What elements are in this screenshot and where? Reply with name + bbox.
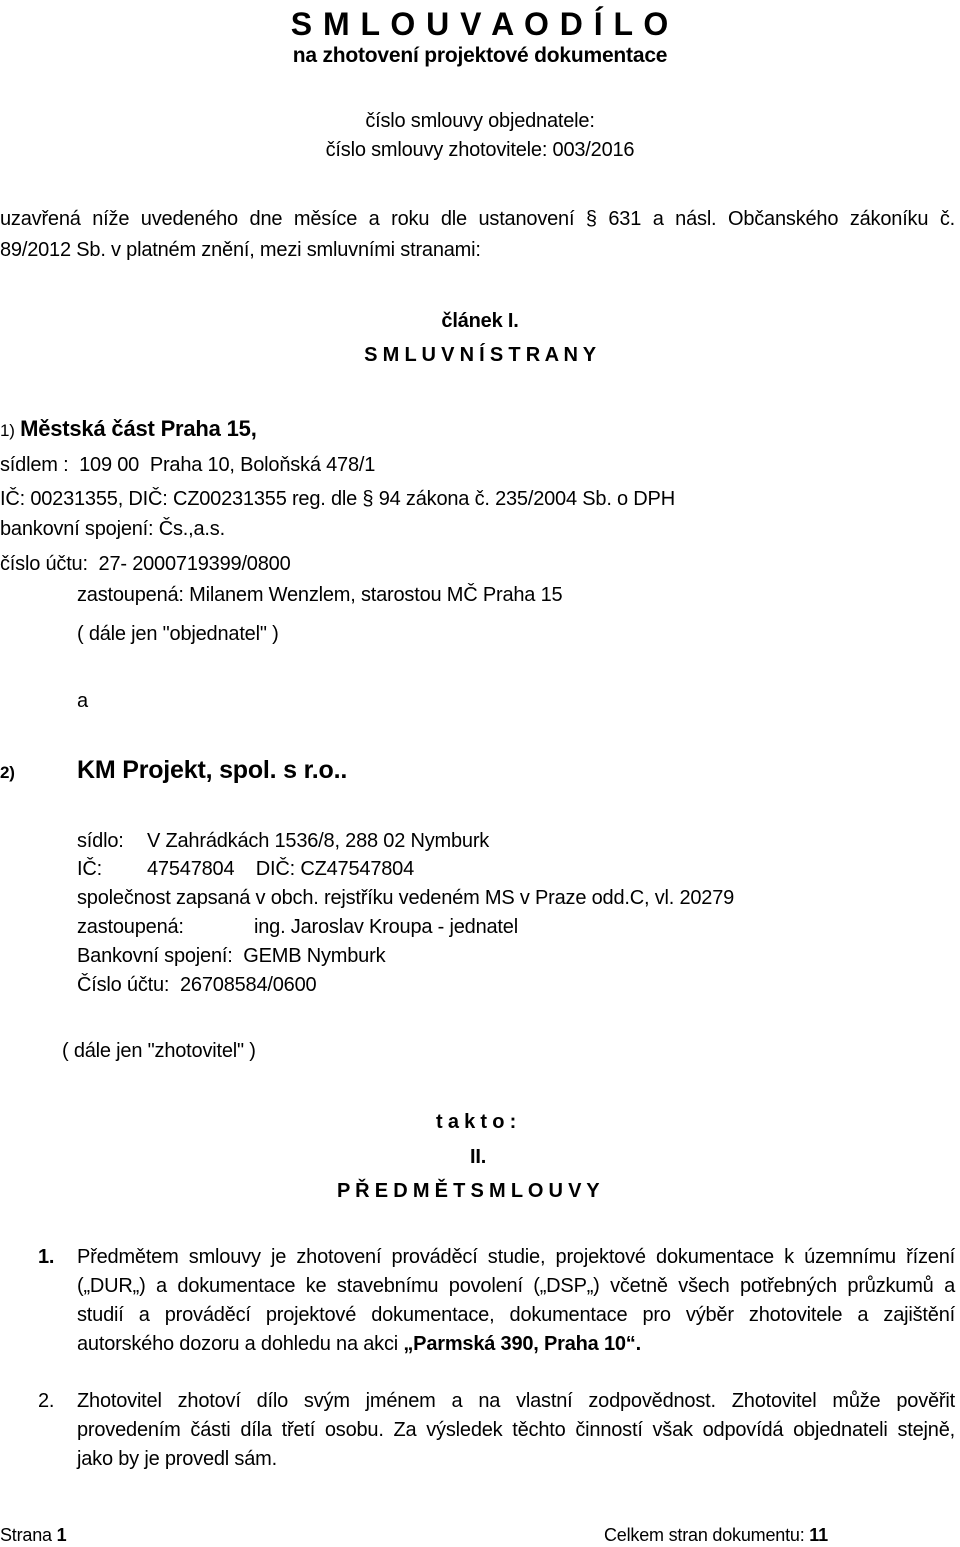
- contract-title: S M L O U V A O D Í L O: [290, 6, 670, 42]
- party-2-register: společnost zapsaná v obch. rejstříku vedeném MS v Praze odd.C, vl. 20279: [77, 887, 735, 909]
- item-1-line-1: Předmětem smlouvy je zhotovení prováděcí studie, projektové dokumentace k územnímu řízení: [77, 1246, 955, 1268]
- article-1-label: článek I.: [441, 310, 519, 332]
- party-1-number: 1): [0, 421, 15, 440]
- party-2-account: Číslo účtu: 26708584/0600: [77, 974, 317, 996]
- article-2-label: II.: [470, 1146, 487, 1168]
- party-1-ids: IČ: 00231355, DIČ: CZ00231355 reg. dle § 94 zákona č. 235/2004 Sb. o DPH: [0, 488, 675, 510]
- party-1-header: [0, 418, 257, 440]
- party-2-alias: ( dále jen "zhotovitel" ): [62, 1040, 256, 1062]
- party-2-bank: Bankovní spojení: GEMB Nymburk: [77, 945, 386, 967]
- party-1-bank: bankovní spojení: Čs.,a.s.: [0, 518, 225, 540]
- client-contract-number: číslo smlouvy objednatele:: [365, 110, 595, 132]
- item-2-line-1: Zhotovitel zhotoví dílo svým jménem a na vlastní zodpovědnost. Zhotovitel může pověřit: [77, 1390, 955, 1412]
- article-1-heading: S M L U V N Í S T R A N Y: [364, 344, 596, 366]
- party-1-alias: ( dále jen "objednatel" ): [77, 623, 279, 645]
- footer-page: [0, 1526, 66, 1544]
- party-2-rep-label: zastoupená:: [77, 916, 184, 938]
- takto: t a k t o :: [436, 1111, 517, 1133]
- intro-line-1: uzavřená níže uvedeného dne měsíce a roku dle ustanovení § 631 a násl. Občanského zákoníku č.: [0, 208, 955, 230]
- party-2-number: 2): [0, 763, 15, 782]
- party-2-seat-label: sídlo:: [77, 830, 124, 852]
- party-2-rep-value: ing. Jaroslav Kroupa - jednatel: [254, 916, 518, 938]
- party-2-seat: [77, 831, 489, 851]
- footer-total-number: 11: [809, 1525, 828, 1545]
- item-1-line-3: studií a prováděcí projektové dokumentace, dokumentace pro výběr zhotovitele a zajištění: [77, 1304, 955, 1326]
- footer-page-label: Strana: [0, 1525, 57, 1545]
- contract-subtitle: na zhotovení projektové dokumentace: [292, 44, 668, 67]
- party-2-name: KM Projekt, spol. s r.o..: [77, 756, 348, 784]
- party-1-seat: sídlem : 109 00 Praha 10, Boloňská 478/1: [0, 454, 376, 476]
- item-2-number: 2.: [38, 1390, 55, 1412]
- party-2-ico-label: IČ:: [77, 858, 102, 880]
- item-2-line-2: provedením části díla třetí osobu. Za výsledek těchto činností však odpovídá objednateli stejně,: [77, 1419, 955, 1441]
- party-1-name: Městská část Praha 15,: [20, 416, 257, 441]
- item-1-project-name: „Parmská 390, Praha 10“.: [403, 1333, 641, 1355]
- party-1-account: číslo účtu: 27- 2000719399/0800: [0, 553, 291, 575]
- contractor-contract-number: číslo smlouvy zhotovitele: 003/2016: [325, 139, 635, 161]
- conjunction: a: [77, 690, 88, 712]
- item-1-line-4: [77, 1334, 641, 1354]
- party-2-seat-value: V Zahrádkách 1536/8, 288 02 Nymburk: [147, 830, 490, 852]
- footer-page-number: 1: [56, 1525, 67, 1545]
- footer-total: [604, 1526, 828, 1544]
- party-2-ico: [77, 859, 414, 879]
- item-1-line-2: („DUR„) a dokumentace ke stavebnímu povolení („DSP„) včetně všech potřebných průzkumů a: [77, 1275, 955, 1297]
- item-1-number: 1.: [38, 1246, 55, 1268]
- footer-total-label: Celkem stran dokumentu:: [604, 1525, 810, 1545]
- party-2-header: [0, 758, 347, 783]
- party-2-representative: [77, 917, 518, 937]
- item-2-line-3: jako by je provedl sám.: [77, 1448, 277, 1470]
- article-2-heading: P Ř E D M Ě T S M L O U V Y: [337, 1180, 600, 1202]
- party-2-ico-value: 47547804 DIČ: CZ47547804: [147, 858, 415, 880]
- item-1-line-4-text: autorského dozoru a dohledu na akci: [77, 1333, 404, 1355]
- intro-line-2: 89/2012 Sb. v platném znění, mezi smluvními stranami:: [0, 239, 481, 261]
- party-1-represented: zastoupená: Milanem Wenzlem, starostou MČ Praha 15: [77, 584, 563, 606]
